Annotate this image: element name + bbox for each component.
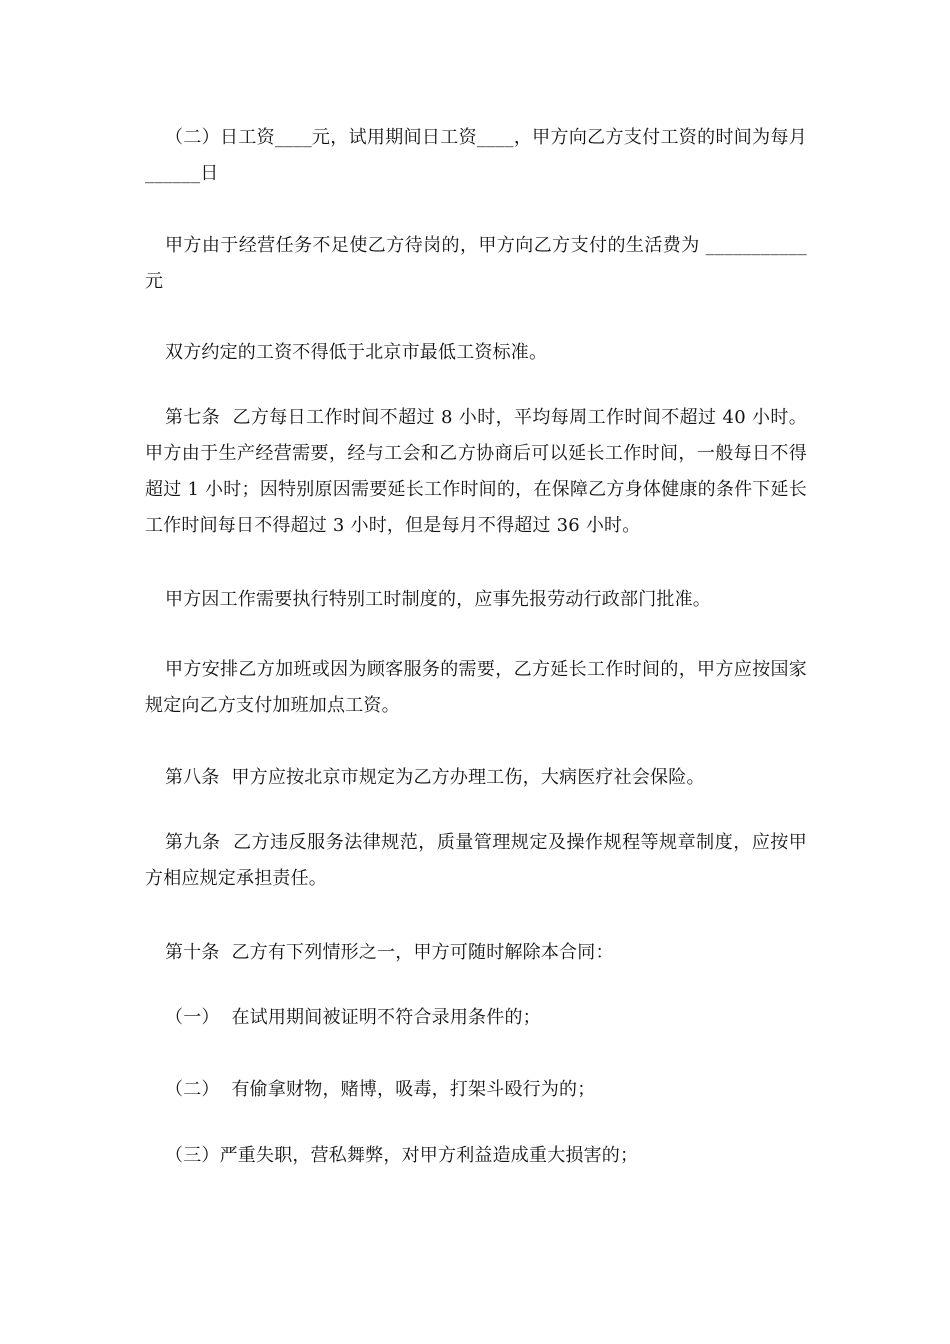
paragraph-article-9: 第九条 乙方违反服务法律规范，质量管理规定及操作规程等规章制度，应按甲方相应规定承担责任。 bbox=[145, 832, 807, 889]
paragraph-article-8: 第八条 甲方应按北京市规定为乙方办理工伤，大病医疗社会保险。 bbox=[165, 767, 705, 788]
list-item-3: （三）严重失职，营私舞弊，对甲方利益造成重大损害的； bbox=[165, 1145, 639, 1166]
list-item-2: （二） 有偷拿财物，赌博，吸毒，打架斗殴行为的； bbox=[165, 1079, 596, 1100]
paragraph-daily-wage: （二）日工资____元，试用期间日工资____，甲方向乙方支付工资的时间为每月______日 bbox=[145, 127, 807, 184]
paragraph-article-7: 第七条 乙方每日工作时间不超过 8 小时，平均每周工作时间不超过 40 小时。甲方由于生产经营需要，经与工会和乙方协商后可以延长工作时间，一般每日不得超过 1 小时；因特别原因需要延长工作时间的，在保障乙方身体健康的条件下延长工作时间每日不得超过 3 小时，但是每月不得超过 36 小时。 bbox=[145, 407, 807, 536]
paragraph-special-hours: 甲方因工作需要执行特别工时制度的，应事先报劳动行政部门批准。 bbox=[165, 589, 711, 610]
paragraph-minimum-wage: 双方约定的工资不得低于北京市最低工资标准。 bbox=[165, 342, 548, 363]
paragraph-article-10: 第十条 乙方有下列情形之一，甲方可随时解除本合同： bbox=[165, 942, 614, 963]
list-item-1: （一） 在试用期间被证明不符合录用条件的； bbox=[165, 1007, 541, 1028]
paragraph-standby-allowance: 甲方由于经营任务不足使乙方待岗的，甲方向乙方支付的生活费为 ___________元 bbox=[145, 235, 807, 292]
paragraph-overtime-pay: 甲方安排乙方加班或因为顾客服务的需要，乙方延长工作时间的，甲方应按国家规定向乙方支付加班加点工资。 bbox=[145, 659, 807, 716]
